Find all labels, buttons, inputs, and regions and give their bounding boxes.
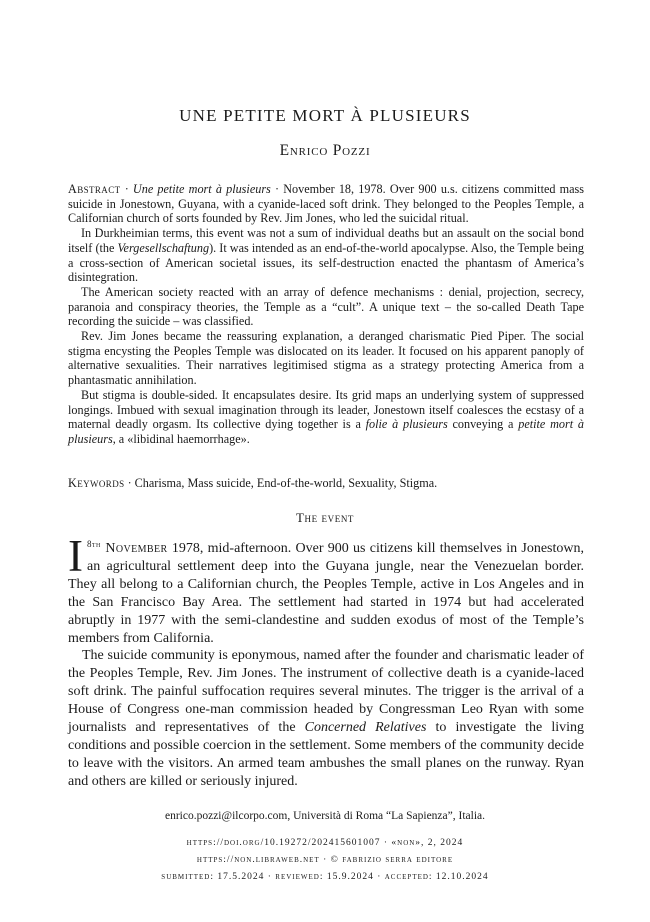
body-text-run: The suicide community is eponymous, named after the founder and charismatic leader of the Peoples Temple, Rev. Jim Jones. The instrument of collective death is a cyanide-laced soft drink. The painful suffocation requires several minutes. The trigger is the arrival of a House of Congress one-man commission headed by Congressman Leo Ryan with some journalists and representatives of the xyxy=(68,648,584,736)
abstract-italic: Vergesellschaftung xyxy=(117,240,210,255)
abstract-text: But stigma is double-sided. It encapsulates desire. Its grid maps an underlying system of suppressed longings. Imbued with sexual imagination through its leader, Jonestown itself coalesces the ecstasy of a maternal deadly orgasm. Its collective dying together is a xyxy=(68,387,584,432)
abstract-separator: · xyxy=(120,182,133,196)
keywords-text: Charisma, Mass suicide, End-of-the-world, Sexuality, Stigma. xyxy=(134,476,438,490)
body-text-run: 1978, mid-afternoon. Over 900 us citizens kill themselves in Jonestown, an agricultural settlement deep into the Guyana jungle, near the Venezuelan border. They all belong to a Californian church, the Peoples Temple, active in Los Angeles and in the San Francisco Bay Area. The settlement had started in 1974 but had accelerated abruptly in 1977 with the semi-clandestine and sudden exodus of most of the Temple’s members from California. xyxy=(68,541,585,646)
body-text xyxy=(68,531,585,791)
drop-cap: I xyxy=(68,531,83,581)
publisher-line: https://non.libraweb.net · © fabrizio serra editore xyxy=(196,855,454,865)
abstract-paragraph xyxy=(68,388,584,447)
abstract-title-ref: Une petite mort à plusieurs xyxy=(132,182,271,196)
paper-title: UNE PETITE MORT À PLUSIEURS xyxy=(179,106,471,125)
body-paragraph xyxy=(68,647,584,790)
abstract-text: , a «libidinal haemorrhage». xyxy=(112,431,250,446)
doi-line: https://doi.org/10.19272/202415601007 · «non», 2, 2024 xyxy=(186,838,464,848)
abstract-paragraph: The American society reacted with an array of defence mechanisms : denial, projection, secrecy, paranoia and conspiracy theories, the Temple as a “cult”. A unique text – the so-called Death Tape recording the suicide – was classified. xyxy=(68,284,584,329)
abstract-text: In Durkheimian terms, this event was not a sum of individual deaths but an assault on the social bond itself (the xyxy=(68,226,584,255)
date-month: November xyxy=(100,541,168,556)
keywords-separator: · xyxy=(124,476,135,490)
body-italic: Concerned Relatives xyxy=(304,720,427,736)
body-paragraph xyxy=(68,531,585,647)
abstract-text: conveying a xyxy=(447,417,519,432)
keywords xyxy=(68,476,584,491)
abstract-italic: petite mort à plusieurs xyxy=(68,417,584,446)
dates-line: submitted: 17.5.2024 · reviewed: 15.9.2024 · accepted: 12.10.2024 xyxy=(161,872,489,882)
date-superscript: 8th xyxy=(87,539,101,549)
abstract-label: Abstract xyxy=(68,182,121,196)
abstract-paragraph xyxy=(68,226,584,285)
abstract-paragraph xyxy=(68,182,584,226)
paper-author: Enrico Pozzi xyxy=(279,142,371,159)
abstract-paragraph: Rev. Jim Jones became the reassuring explanation, a deranged charismatic Pied Piper. The social stigma encysting the Peoples Temple was dislocated on its leader. It focused on his apparent panoply of alternative sexualities. Their narratives legitimised stigma as a strategy protecting America from a phantasmatic annihilation. xyxy=(68,329,584,388)
abstract-italic: folie à plusieurs xyxy=(365,417,448,432)
abstract xyxy=(68,182,584,447)
author-email: enrico.pozzi@ilcorpo.com, Università di Roma “La Sapienza”, Italia. xyxy=(164,810,485,822)
abstract-text: ). It was intended as an end-of-the-world apocalypse. Also, the Temple being a cross-section of American societal issues, its self-destruction enacted the phantasm of America’s disintegration. xyxy=(68,240,584,285)
section-heading: The event xyxy=(295,510,355,525)
keywords-label: Keywords xyxy=(68,476,125,490)
body-text-run: to investigate the living conditions and possible coercion in the settlement. Some members of the community decide to leave with the visitors. An armed team ambushes the small planes on the runway. Ryan and others are killed or seriously injured. xyxy=(68,720,584,789)
abstract-text: · November 18, 1978. Over 900 u.s. citizens committed mass suicide in Jonestown, Guyana, with a cyanide-laced soft drink. They belonged to the Peoples Temple, a Californian church of sorts founded by Rev. Jim Jones, who led the suicidal ritual. xyxy=(68,182,585,226)
